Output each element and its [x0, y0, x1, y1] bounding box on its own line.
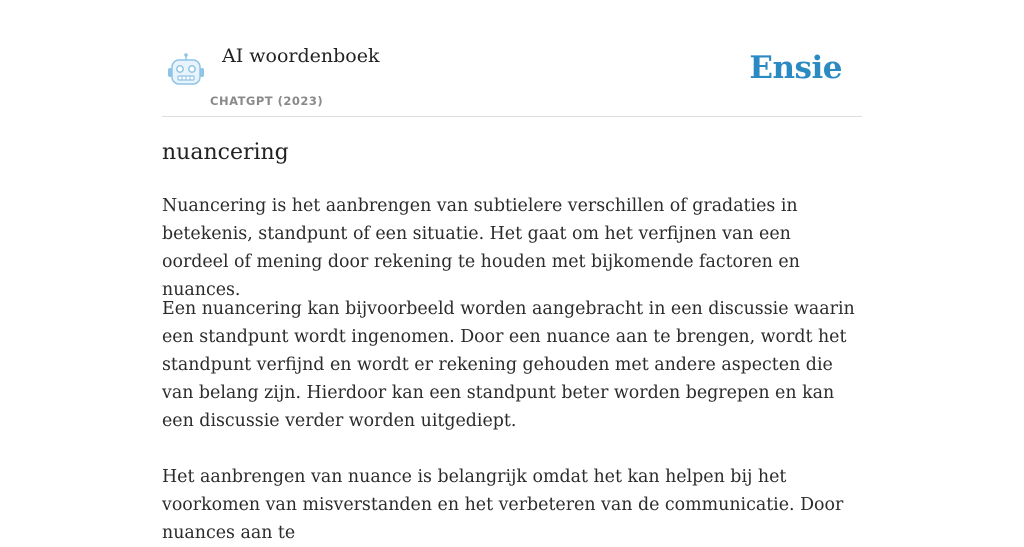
definition-paragraph: Het aanbrengen van nuance is belangrijk omdat het kan helpen bij het voorkomen van misverstanden en het verbeteren van de communicatie. Door nuances aan te	[162, 467, 844, 543]
definition-paragraph: Nuancering is het aanbrengen van subtielere verschillen of gradaties in betekenis, standpunt of een situatie. Het gaat om het verfijnen van een oordeel of mening door rekening te houden met bijkomende factoren en nuances.	[162, 196, 800, 300]
source-name-link[interactable]: AI woordenboek	[222, 45, 380, 67]
ensie-logo[interactable]: Ensie	[749, 50, 842, 86]
entry-header	[162, 0, 862, 117]
entry-term: nuancering	[162, 140, 289, 165]
definition-paragraph: Een nuancering kan bijvoorbeeld worden aangebracht in een discussie waarin een standpunt wordt ingenomen. Door een nuance aan te brengen, wordt het standpunt verfijnd en wordt er rekening gehouden met andere aspecten die van belang zijn. Hierdoor kan een standpunt beter worden begrepen en kan een discussie verder worden uitgediept.	[162, 299, 855, 431]
source-year: CHATGPT (2023)	[210, 94, 324, 108]
robot-icon	[166, 52, 206, 88]
entry-page	[162, 0, 862, 543]
